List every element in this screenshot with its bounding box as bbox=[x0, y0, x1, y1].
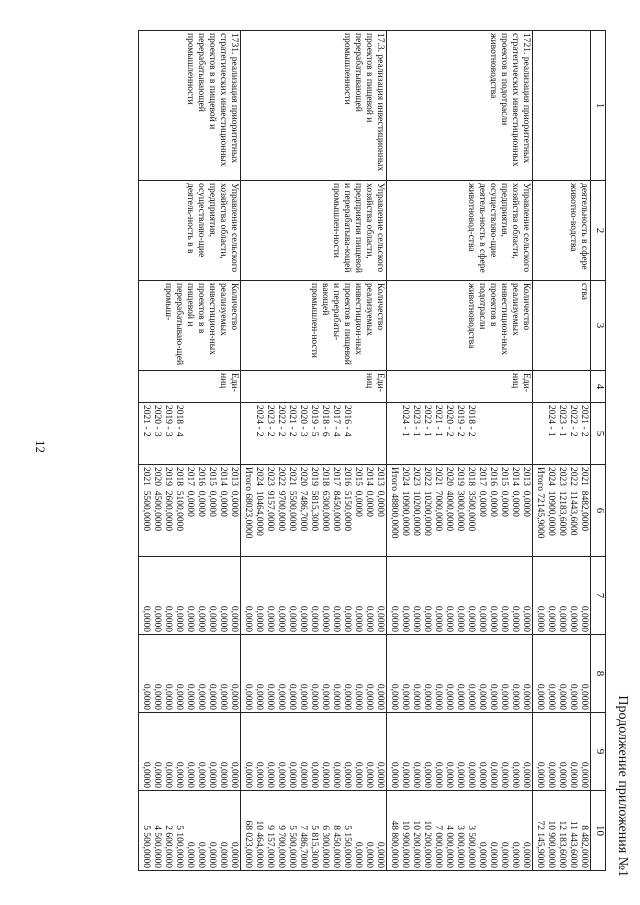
cell-line: 2017 0,0000 bbox=[185, 467, 195, 517]
cell-line: 7 000,0000 bbox=[433, 825, 443, 868]
cell-line: 0,0000 bbox=[521, 761, 531, 788]
cell-line: 9 700,0000 bbox=[276, 825, 286, 868]
cell-line: 0,0000 bbox=[510, 605, 520, 632]
cell-line: 0,0000 bbox=[455, 683, 465, 710]
table-row bbox=[387, 31, 533, 871]
cell-line: 2019 - 3 bbox=[163, 405, 173, 437]
cell-c3: Количество реализуемых инвестицион-ных проектов в подотрасли животноводства bbox=[387, 281, 533, 371]
cell-line: 0,0000 bbox=[477, 761, 487, 788]
cell-line: 0,0000 bbox=[499, 683, 509, 710]
cell-line: 8 450,0000 bbox=[331, 825, 341, 868]
cell-line: 0,0000 bbox=[444, 761, 454, 788]
page-number: 12 bbox=[33, 440, 48, 453]
cell-line: 0,0000 bbox=[163, 605, 173, 632]
cell-line: 2022 - 2 bbox=[276, 405, 286, 437]
cell-line: 2023 10200,0000 bbox=[411, 467, 421, 536]
cell-line: 2020 - 3 bbox=[298, 405, 308, 437]
cell-line: 2018 - 6 bbox=[320, 405, 330, 437]
cell-line: 0,0000 bbox=[287, 761, 297, 788]
cell-line bbox=[487, 405, 498, 462]
cell-line: Итого 48800,0000 bbox=[389, 467, 399, 539]
cell-line: 0,0000 bbox=[254, 761, 264, 788]
cell-line: 0,0000 bbox=[433, 683, 443, 710]
table-row bbox=[241, 31, 387, 871]
cell-line: 2023 12183,6000 bbox=[557, 467, 567, 536]
cell-c9 bbox=[387, 713, 533, 791]
cell-c4 bbox=[533, 371, 591, 403]
cell-c9 bbox=[241, 713, 387, 791]
cell-c10 bbox=[387, 791, 533, 871]
cell-line: 10 200,0000 bbox=[411, 820, 421, 868]
cell-line: 0,0000 bbox=[174, 761, 184, 788]
cell-c4: Еди-ниц bbox=[387, 371, 533, 403]
cell-line: 2016 0,0000 bbox=[196, 467, 206, 517]
cell-line: 2020 - 3 bbox=[152, 405, 162, 437]
cell-line: 0,0000 bbox=[196, 683, 206, 710]
cell-line: 0,0000 bbox=[298, 605, 308, 632]
cell-line: 2024 10900,0000 bbox=[546, 467, 556, 536]
cell-line: 0,0000 bbox=[510, 683, 520, 710]
cell-line: 0,0000 bbox=[488, 761, 498, 788]
cell-line: 0,0000 bbox=[466, 683, 476, 710]
cell-line bbox=[228, 405, 239, 462]
cell-line: 0,0000 bbox=[320, 683, 330, 710]
cell-line: 2019 - 5 bbox=[309, 405, 319, 437]
cell-c3: Количество реализуемых инвестицион-ных проектов в в пищевой и перерабатываю-щей промыш- bbox=[139, 281, 241, 371]
cell-line: 0,0000 bbox=[546, 605, 556, 632]
cell-c3: ства bbox=[533, 281, 591, 371]
cell-line: 2021 5500,0000 bbox=[141, 467, 151, 532]
cell-line: 0,0000 bbox=[568, 761, 578, 788]
cell-c4: Еди-ниц bbox=[139, 371, 241, 403]
cell-line: 0,0000 bbox=[375, 761, 385, 788]
cell-line: 0,0000 bbox=[229, 683, 239, 710]
column-header-5: 5 bbox=[591, 403, 606, 465]
cell-c8 bbox=[241, 635, 387, 713]
cell-line: 2020 4500,0000 bbox=[152, 467, 162, 532]
cell-line: 2020 7486,7000 bbox=[298, 467, 308, 532]
cell-line: 10 464,0000 bbox=[254, 820, 264, 868]
cell-line: 0,0000 bbox=[152, 761, 162, 788]
cell-line: 2022 9700,0000 bbox=[276, 467, 286, 532]
cell-line: 0,0000 bbox=[499, 841, 509, 868]
cell-line: 0,0000 bbox=[422, 605, 432, 632]
column-header-6: 6 bbox=[591, 465, 606, 557]
cell-line: 0,0000 bbox=[477, 683, 487, 710]
cell-line: 2018 - 4 bbox=[174, 405, 184, 437]
cell-line: 0,0000 bbox=[389, 761, 399, 788]
cell-c8 bbox=[139, 635, 241, 713]
cell-line: 2015 0,0000 bbox=[353, 467, 363, 517]
cell-line: 2023 - 2 bbox=[265, 405, 275, 437]
cell-line: 4 500,0000 bbox=[152, 825, 162, 868]
cell-c10 bbox=[139, 791, 241, 871]
cell-c5 bbox=[241, 403, 387, 465]
cell-line: 0,0000 bbox=[535, 761, 545, 788]
cell-line: 6 300,0000 bbox=[320, 825, 330, 868]
cell-line: 0,0000 bbox=[375, 841, 385, 868]
cell-line: 0,0000 bbox=[141, 683, 151, 710]
cell-line: 0,0000 bbox=[185, 683, 195, 710]
cell-line: 2024 - 1 bbox=[400, 405, 410, 437]
cell-line: 0,0000 bbox=[342, 683, 352, 710]
cell-line: 5 500,0000 bbox=[141, 825, 151, 868]
cell-line: 2017 0,0000 bbox=[477, 467, 487, 517]
cell-line: 11 443,6000 bbox=[568, 820, 578, 868]
cell-line: 0,0000 bbox=[389, 605, 399, 632]
cell-line: 2024 10900,0000 bbox=[400, 467, 410, 536]
cell-line: 0,0000 bbox=[400, 605, 410, 632]
cell-line: 0,0000 bbox=[353, 841, 363, 868]
cell-line: 2023 9157,0000 bbox=[265, 467, 275, 532]
cell-line: 2015 0,0000 bbox=[207, 467, 217, 517]
appendix-label: Продолжение приложения №1 bbox=[615, 695, 630, 877]
cell-line: 2018 - 2 bbox=[466, 405, 476, 437]
cell-line: 0,0000 bbox=[455, 761, 465, 788]
cell-line: 0,0000 bbox=[163, 761, 173, 788]
cell-line: 2019 5815,3000 bbox=[309, 467, 319, 532]
column-header-2: 2 bbox=[591, 181, 606, 281]
cell-line bbox=[374, 405, 385, 462]
cell-line: 0,0000 bbox=[298, 683, 308, 710]
cell-line: 2019 2600,0000 bbox=[163, 467, 173, 532]
cell-line: 0,0000 bbox=[353, 683, 363, 710]
cell-line: 2024 - 2 bbox=[254, 405, 264, 437]
cell-c7 bbox=[533, 557, 591, 635]
cell-line: 0,0000 bbox=[510, 761, 520, 788]
cell-line: 2023 - 1 bbox=[411, 405, 421, 437]
cell-line: 0,0000 bbox=[320, 761, 330, 788]
cell-line: 0,0000 bbox=[579, 761, 589, 788]
cell-line: 0,0000 bbox=[229, 761, 239, 788]
cell-line: 0,0000 bbox=[196, 605, 206, 632]
cell-line: 0,0000 bbox=[364, 761, 374, 788]
cell-line: 0,0000 bbox=[287, 683, 297, 710]
cell-line: 0,0000 bbox=[411, 761, 421, 788]
cell-line: 0,0000 bbox=[265, 761, 275, 788]
column-header-10: 10 bbox=[591, 791, 606, 871]
cell-line: 7 486,7000 bbox=[298, 825, 308, 868]
cell-c9 bbox=[533, 713, 591, 791]
column-header-8: 8 bbox=[591, 635, 606, 713]
cell-c5 bbox=[139, 403, 241, 465]
cell-line: 0,0000 bbox=[521, 841, 531, 868]
cell-line: 0,0000 bbox=[320, 605, 330, 632]
cell-line: 48 800,0000 bbox=[389, 820, 399, 868]
cell-line: 0,0000 bbox=[342, 605, 352, 632]
cell-c2: Управление сельского хозяйства области, предприятия, осуществляю-щие деятель-ность в сфере животновод-ства bbox=[387, 181, 533, 281]
cell-line: 0,0000 bbox=[141, 761, 151, 788]
cell-line: 2013 0,0000 bbox=[375, 467, 385, 517]
cell-line: 0,0000 bbox=[309, 605, 319, 632]
cell-line: 0,0000 bbox=[174, 683, 184, 710]
cell-line: 2021 - 2 bbox=[141, 405, 151, 437]
cell-line bbox=[217, 405, 228, 462]
cell-line: 0,0000 bbox=[353, 761, 363, 788]
cell-line bbox=[498, 405, 509, 462]
cell-line: 0,0000 bbox=[276, 605, 286, 632]
cell-line: 2021 8482,0000 bbox=[579, 467, 589, 532]
cell-line: 0,0000 bbox=[185, 841, 195, 868]
cell-line: 10 900,0000 bbox=[546, 820, 556, 868]
cell-line: 0,0000 bbox=[331, 683, 341, 710]
cell-line: 0,0000 bbox=[546, 761, 556, 788]
column-header-1: 1 bbox=[591, 31, 606, 181]
cell-line: 0,0000 bbox=[207, 841, 217, 868]
table-row bbox=[139, 31, 241, 871]
cell-line: 0,0000 bbox=[331, 605, 341, 632]
cell-line: 0,0000 bbox=[375, 683, 385, 710]
cell-line: Итого 68023,0000 bbox=[243, 467, 253, 539]
cell-c2: Управление сельского хозяйства области, предприятия, осуществляю-щие деятель-ность в в bbox=[139, 181, 241, 281]
cell-c5 bbox=[387, 403, 533, 465]
column-header-7: 7 bbox=[591, 557, 606, 635]
cell-line: 0,0000 bbox=[243, 761, 253, 788]
cell-c1 bbox=[533, 31, 591, 181]
cell-line: 0,0000 bbox=[488, 683, 498, 710]
cell-line: 8 482,0000 bbox=[579, 825, 589, 868]
cell-line: 2021 - 1 bbox=[433, 405, 443, 437]
cell-c8 bbox=[387, 635, 533, 713]
cell-line: 0,0000 bbox=[185, 761, 195, 788]
cell-line: 2016 5150,0000 bbox=[342, 467, 352, 532]
cell-c7 bbox=[241, 557, 387, 635]
cell-c6 bbox=[139, 465, 241, 557]
cell-line: 0,0000 bbox=[218, 841, 228, 868]
cell-line: 3 500,0000 bbox=[466, 825, 476, 868]
header-row bbox=[591, 31, 606, 871]
cell-line: 2017 8450,0000 bbox=[331, 467, 341, 532]
cell-line: 0,0000 bbox=[163, 683, 173, 710]
cell-line: 2021 - 2 bbox=[579, 405, 589, 437]
cell-c3: Количество реализуемых инвестицион-ных проектов в пищевой и перерабаты-вающей промышлен-ности bbox=[241, 281, 387, 371]
column-header-4: 4 bbox=[591, 371, 606, 403]
cell-line: 0,0000 bbox=[331, 761, 341, 788]
cell-line: 0,0000 bbox=[400, 683, 410, 710]
cell-line: 4 000,0000 bbox=[444, 825, 454, 868]
cell-line: 0,0000 bbox=[433, 761, 443, 788]
cell-line: 0,0000 bbox=[276, 761, 286, 788]
cell-line: 0,0000 bbox=[389, 683, 399, 710]
cell-line: 0,0000 bbox=[152, 605, 162, 632]
cell-line: 2014 0,0000 bbox=[510, 467, 520, 517]
cell-line: 0,0000 bbox=[568, 605, 578, 632]
cell-line: 0,0000 bbox=[488, 605, 498, 632]
cell-line: 0,0000 bbox=[364, 683, 374, 710]
cell-c5 bbox=[533, 403, 591, 465]
cell-line: 0,0000 bbox=[174, 605, 184, 632]
column-header-9: 9 bbox=[591, 713, 606, 791]
cell-line: 0,0000 bbox=[265, 605, 275, 632]
cell-line bbox=[206, 405, 217, 462]
cell-line: 2024 10464,0000 bbox=[254, 467, 264, 536]
cell-line: 0,0000 bbox=[229, 605, 239, 632]
cell-line: 2024 - 1 bbox=[546, 405, 556, 437]
column-header-3: 3 bbox=[591, 281, 606, 371]
cell-line: 0,0000 bbox=[353, 605, 363, 632]
cell-line: 5 500,0000 bbox=[287, 825, 297, 868]
cell-line: 0,0000 bbox=[433, 605, 443, 632]
table-row bbox=[533, 31, 591, 871]
cell-c7 bbox=[387, 557, 533, 635]
cell-c7 bbox=[139, 557, 241, 635]
cell-line: 0,0000 bbox=[477, 605, 487, 632]
cell-line: 0,0000 bbox=[477, 841, 487, 868]
cell-line: 0,0000 bbox=[535, 683, 545, 710]
cell-line: 9 157,0000 bbox=[265, 825, 275, 868]
cell-c2: Управление сельского хозяйства области, предприятия пищевой и перерабатыва-ющей промышлен-ности bbox=[241, 181, 387, 281]
cell-line: 0,0000 bbox=[579, 605, 589, 632]
cell-line: 0,0000 bbox=[218, 605, 228, 632]
cell-line: 2019 3000,0000 bbox=[455, 467, 465, 532]
cell-line: 0,0000 bbox=[254, 683, 264, 710]
cell-line: 0,0000 bbox=[276, 683, 286, 710]
cell-line: 0,0000 bbox=[568, 683, 578, 710]
cell-line: 2018 6300,0000 bbox=[320, 467, 330, 532]
cell-line: 0,0000 bbox=[422, 761, 432, 788]
cell-line: 0,0000 bbox=[207, 761, 217, 788]
cell-line bbox=[363, 405, 374, 462]
cell-line: 2014 0,0000 bbox=[218, 467, 228, 517]
cell-line: 0,0000 bbox=[364, 841, 374, 868]
cell-line: 0,0000 bbox=[411, 605, 421, 632]
cell-line: 0,0000 bbox=[444, 683, 454, 710]
cell-line: 2021 - 2 bbox=[287, 405, 297, 437]
cell-line: 2019 - 2 bbox=[455, 405, 465, 437]
cell-c4: Еди-ниц bbox=[241, 371, 387, 403]
table-body bbox=[139, 31, 591, 871]
cell-line: 0,0000 bbox=[207, 683, 217, 710]
cell-c10 bbox=[241, 791, 387, 871]
cell-line: 2015 0,0000 bbox=[499, 467, 509, 517]
cell-line: 2022 - 1 bbox=[422, 405, 432, 437]
cell-line bbox=[509, 405, 520, 462]
cell-line: 0,0000 bbox=[265, 683, 275, 710]
cell-c6 bbox=[387, 465, 533, 557]
cell-line: 5 150,0000 bbox=[342, 825, 352, 868]
cell-line: 0,0000 bbox=[196, 761, 206, 788]
cell-line: 2016 - 4 bbox=[342, 405, 352, 437]
cell-c8 bbox=[533, 635, 591, 713]
cell-line bbox=[195, 405, 206, 462]
cell-line: 0,0000 bbox=[298, 761, 308, 788]
cell-line: 0,0000 bbox=[546, 683, 556, 710]
cell-c10 bbox=[533, 791, 591, 871]
cell-c1: 1731. реализация приоритетных стратегических инвестиционных проектов в в пищевой и перерабатывающей промышленности bbox=[139, 31, 241, 181]
cell-line: 2014 0,0000 bbox=[364, 467, 374, 517]
cell-line: 0,0000 bbox=[466, 761, 476, 788]
cell-line: 0,0000 bbox=[510, 841, 520, 868]
cell-line: 0,0000 bbox=[218, 683, 228, 710]
cell-line bbox=[520, 405, 531, 462]
cell-line: 0,0000 bbox=[521, 683, 531, 710]
cell-line: 2020 - 2 bbox=[444, 405, 454, 437]
cell-line: 10 900,0000 bbox=[400, 820, 410, 868]
cell-c9 bbox=[139, 713, 241, 791]
cell-line: 0,0000 bbox=[521, 605, 531, 632]
cell-line: 0,0000 bbox=[243, 683, 253, 710]
cell-line: 0,0000 bbox=[499, 605, 509, 632]
cell-line: 2022 10200,0000 bbox=[422, 467, 432, 536]
cell-line bbox=[352, 405, 363, 462]
cell-line: 2023 - 1 bbox=[557, 405, 567, 437]
cell-c6 bbox=[533, 465, 591, 557]
cell-line: 5 815,3000 bbox=[309, 825, 319, 868]
cell-c1: 17.3. реализация инвестиционных проектов в пищевой и перерабатывающей промышленности bbox=[241, 31, 387, 181]
cell-line: 0,0000 bbox=[375, 605, 385, 632]
cell-line: 0,0000 bbox=[196, 841, 206, 868]
cell-line: 0,0000 bbox=[488, 841, 498, 868]
cell-line: 2013 0,0000 bbox=[521, 467, 531, 517]
cell-line: 0,0000 bbox=[309, 761, 319, 788]
cell-line: 0,0000 bbox=[218, 761, 228, 788]
cell-line: 0,0000 bbox=[152, 683, 162, 710]
cell-line: 0,0000 bbox=[364, 605, 374, 632]
cell-line: 72 145,9000 bbox=[535, 820, 545, 868]
cell-line: 2018 5100,0000 bbox=[174, 467, 184, 532]
cell-line: 0,0000 bbox=[287, 605, 297, 632]
cell-line: 0,0000 bbox=[499, 761, 509, 788]
cell-line: 2022 11443,6000 bbox=[568, 467, 578, 536]
cell-c1: 1721. реализация приоритетных стратегических инвестиционных проектов в подотрасли животноводства bbox=[387, 31, 533, 181]
cell-line bbox=[184, 405, 195, 462]
cell-line: 0,0000 bbox=[557, 683, 567, 710]
cell-line: 10 200,0000 bbox=[422, 820, 432, 868]
cell-line: 2018 3500,0000 bbox=[466, 467, 476, 532]
cell-line: 0,0000 bbox=[243, 605, 253, 632]
cell-line: 0,0000 bbox=[466, 605, 476, 632]
cell-line: 0,0000 bbox=[557, 761, 567, 788]
cell-line: 2022 - 2 bbox=[568, 405, 578, 437]
cell-line: 68 023,0000 bbox=[243, 820, 253, 868]
cell-c2: деятельность в сфере животно-водства bbox=[533, 181, 591, 281]
cell-line: 2 600,0000 bbox=[163, 825, 173, 868]
cell-line: 0,0000 bbox=[557, 605, 567, 632]
cell-line: 0,0000 bbox=[411, 683, 421, 710]
cell-line: 0,0000 bbox=[422, 683, 432, 710]
cell-line: 2021 7000,0000 bbox=[433, 467, 443, 532]
cell-line bbox=[476, 405, 487, 462]
cell-line: 0,0000 bbox=[309, 683, 319, 710]
cell-line: 0,0000 bbox=[342, 761, 352, 788]
cell-line: 0,0000 bbox=[229, 841, 239, 868]
cell-line: 2017 - 4 bbox=[331, 405, 341, 437]
cell-line: 0,0000 bbox=[455, 605, 465, 632]
cell-line: 2016 0,0000 bbox=[488, 467, 498, 517]
cell-c6 bbox=[241, 465, 387, 557]
cell-line: Итого 72145,9000 bbox=[535, 467, 545, 539]
cell-line: 0,0000 bbox=[254, 605, 264, 632]
cell-line: 0,0000 bbox=[579, 683, 589, 710]
cell-line: 2021 5500,0000 bbox=[287, 467, 297, 532]
cell-line: 2020 4000,0000 bbox=[444, 467, 454, 532]
cell-line: 0,0000 bbox=[400, 761, 410, 788]
cell-line: 12 183,6000 bbox=[557, 820, 567, 868]
cell-line: 0,0000 bbox=[444, 605, 454, 632]
cell-line: 3 000,0000 bbox=[455, 825, 465, 868]
cell-line: 0,0000 bbox=[207, 605, 217, 632]
cell-line: 5 100,0000 bbox=[174, 825, 184, 868]
cell-line: 2013 0,0000 bbox=[229, 467, 239, 517]
cell-line: 0,0000 bbox=[535, 605, 545, 632]
program-table bbox=[138, 30, 606, 871]
cell-line: 0,0000 bbox=[141, 605, 151, 632]
cell-line: 0,0000 bbox=[185, 605, 195, 632]
